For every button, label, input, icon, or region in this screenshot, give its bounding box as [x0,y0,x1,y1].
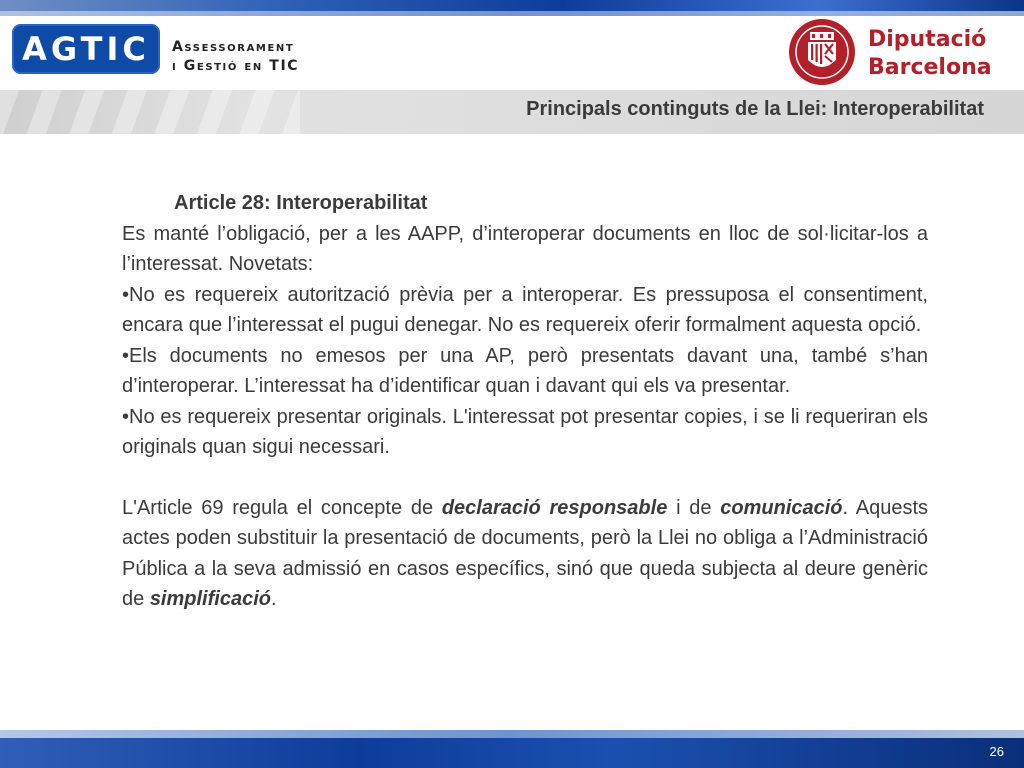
emphasis-comunicacio: comunicació [720,496,843,519]
diputacio-barcelona-name [868,26,992,82]
emphasis-simplificacio: simplificació [149,588,271,610]
para-text: . [270,588,277,610]
top-decorative-stripe [0,0,1024,16]
slide-body [122,188,928,615]
intro-paragraph: Es manté l’obligació, per a les AAPP, d’interoperar documents en lloc de sol·licitar-los a l’interessat. Novetats: [122,222,928,275]
org-name-line1: Diputació [868,27,987,52]
bullet-item: •Els documents no emesos per una AP, però presentats davant una, també s’han d’interoperar. L’interessat ha d’identificar quan i davant qui els va presentar. [122,344,928,397]
agtic-subtitle [172,38,299,76]
diputacio-seal-icon [788,18,856,86]
emphasis-declaracio: declaració responsable [441,496,668,519]
article-69-paragraph [122,493,928,615]
page-number: 26 [989,744,1004,759]
para-text: L'Article 69 regula el concepte de [122,496,442,519]
bullet-item: •No es requereix autorització prèvia per a interoperar. Es pressuposa el consentiment, encara que l’interessat el pugui denegar. No es requereix oferir formalment aquesta opció. [122,283,928,336]
paragraph-gap [122,463,928,493]
agtic-subtitle-line2: i Gestió en TIC [172,58,300,74]
bullet-item: •No es requereix presentar originals. L'interessat pot presentar copies, i se li requeriran els originals quan sigui necessari. [122,405,928,458]
article-heading: Article 28: Interoperabilitat [174,192,428,214]
slide-title: Principals continguts de la Llei: Interoperabilitat [526,98,984,120]
agtic-logo [12,24,160,74]
para-text: . Aquests actes poden substituir la presentació de documents, però la Llei no obliga a l’Administració Pública a la seva admissió en casos específics, sinó que queda subjecta al deure genèric de [122,496,928,610]
org-name-line2: Barcelona [868,55,992,80]
agtic-logo-text: AGTIC [22,30,150,68]
bottom-decorative-bar [0,730,1024,768]
agtic-subtitle-line1: Assessorament [172,39,295,55]
para-text: i de [667,496,721,519]
